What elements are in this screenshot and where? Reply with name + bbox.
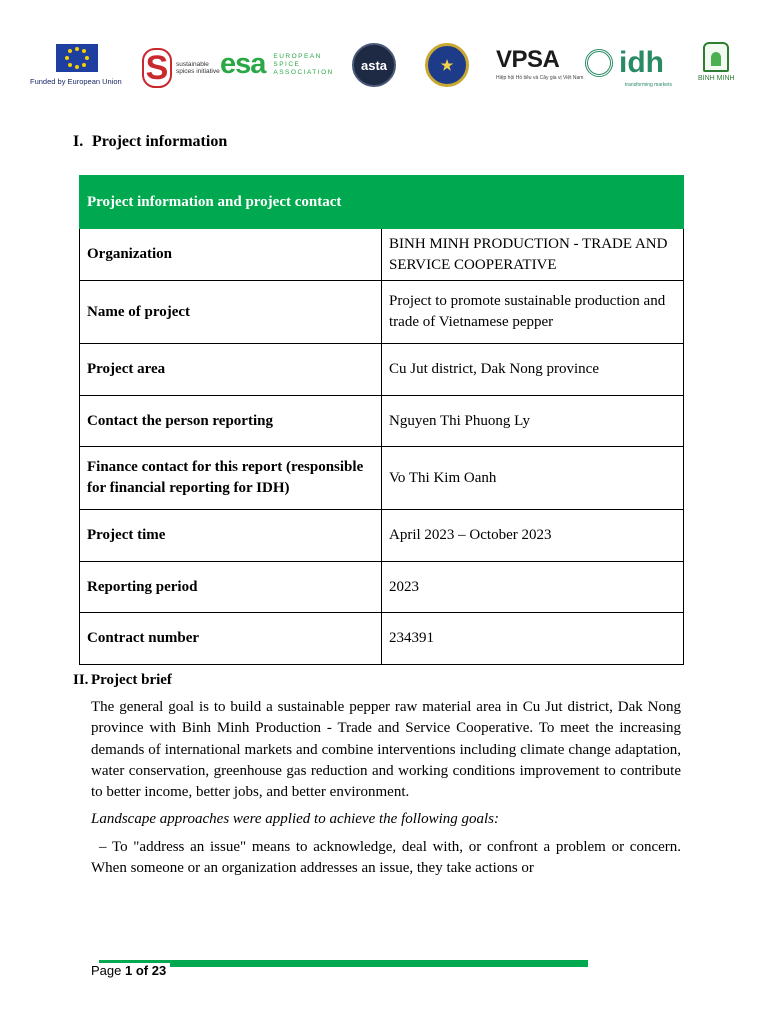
- table-row: [80, 510, 684, 562]
- row-label-contract-number: Contract number: [80, 613, 382, 665]
- section-title: Project brief: [91, 672, 172, 688]
- row-label-finance-contact: Finance contact for this report (responsible for financial reporting for IDH): [80, 447, 382, 510]
- paragraph: The general goal is to build a sustainable pepper raw material area in Cu Jut district, Dak Nong province with Binh Minh Production - Trade and Service Cooperative. To meet the increasing demands of international markets and combine interventions including climate change adaptation, water conservation, greenhouse gas reduction and working conditions improvement to contribute to better income, better jobs, and better environment.: [91, 699, 681, 801]
- row-value-contact-person: Nguyen Thi Phuong Ly: [382, 396, 684, 447]
- table-row: [80, 562, 684, 613]
- section-title: Project information: [92, 133, 228, 150]
- footer-bar: [99, 960, 588, 967]
- ssi-s-icon: S: [142, 48, 172, 88]
- table-row: [80, 229, 684, 281]
- binhminh-house-icon: [703, 42, 729, 72]
- paragraph-italic: Landscape approaches were applied to achieve the following goals:: [91, 811, 499, 828]
- ssi-logo: [142, 48, 222, 88]
- row-label-reporting-period: Reporting period: [80, 562, 382, 613]
- row-label-organization: Organization: [80, 229, 382, 281]
- table-row: [80, 396, 684, 447]
- vpsa-mark: VPSA: [496, 46, 560, 73]
- esa-logo: [220, 48, 333, 81]
- partner-logos: [30, 40, 742, 92]
- table-row: [80, 613, 684, 665]
- row-value-project-name: Project to promote sustainable production and trade of Vietnamese pepper: [382, 281, 684, 344]
- page-total: 23: [151, 963, 167, 978]
- eu-flag-icon: [56, 44, 98, 72]
- row-label-project-area: Project area: [80, 344, 382, 396]
- row-value-reporting-period: 2023: [382, 562, 684, 613]
- row-value-finance-contact: Vo Thi Kim Oanh: [382, 447, 684, 510]
- row-label-project-name: Name of project: [80, 281, 382, 344]
- table-header: Project information and project contact: [80, 176, 684, 229]
- ministry-seal-icon: ★: [425, 43, 469, 87]
- vpsa-text: Hiệp hội Hồ tiêu và Cây gia vị Việt Nam: [496, 75, 584, 81]
- eu-logo: [30, 44, 122, 86]
- section-heading-project-information: [73, 133, 227, 151]
- idh-logo: [585, 46, 672, 88]
- section-number: II.: [73, 672, 89, 688]
- page-word: Page: [91, 963, 122, 978]
- asta-logo: asta: [352, 43, 396, 87]
- binhminh-text: BINH MINH: [698, 75, 735, 82]
- page-footer: [91, 963, 170, 978]
- idh-text: transforming markets: [625, 82, 672, 88]
- of-word: of: [135, 963, 149, 978]
- esa-mark: esa: [220, 48, 266, 80]
- paragraph: – To "address an issue" means to acknowledge, deal with, or confront a problem or concern. When someone or an organization addresses an issue, they take actions or: [91, 838, 681, 877]
- table-row: [80, 281, 684, 344]
- row-label-contact-person: Contact the person reporting: [80, 396, 382, 447]
- row-label-project-time: Project time: [80, 510, 382, 562]
- vpsa-logo: [496, 46, 583, 81]
- esa-text: EUROPEAN SPICE ASSOCIATION: [273, 52, 334, 76]
- binhminh-logo: [698, 42, 735, 82]
- project-info-table: [79, 175, 684, 665]
- row-value-organization: BINH MINH PRODUCTION - TRADE AND SERVICE COOPERATIVE: [382, 229, 684, 281]
- table-row: [80, 344, 684, 396]
- table-header-row: [80, 176, 684, 229]
- idh-ring-icon: [585, 49, 613, 77]
- row-value-project-time: April 2023 – October 2023: [382, 510, 684, 562]
- row-value-project-area: Cu Jut district, Dak Nong province: [382, 344, 684, 396]
- ssi-text: sustainable spices initiative: [176, 61, 220, 75]
- page-number: 1: [125, 963, 133, 978]
- project-brief-body: [91, 697, 681, 879]
- idh-mark: idh: [619, 46, 664, 79]
- section-heading-project-brief: [73, 672, 172, 689]
- table-row: [80, 447, 684, 510]
- section-number: I.: [73, 133, 84, 150]
- eu-caption: Funded by European Union: [30, 77, 122, 86]
- row-value-contract-number: 234391: [382, 613, 684, 665]
